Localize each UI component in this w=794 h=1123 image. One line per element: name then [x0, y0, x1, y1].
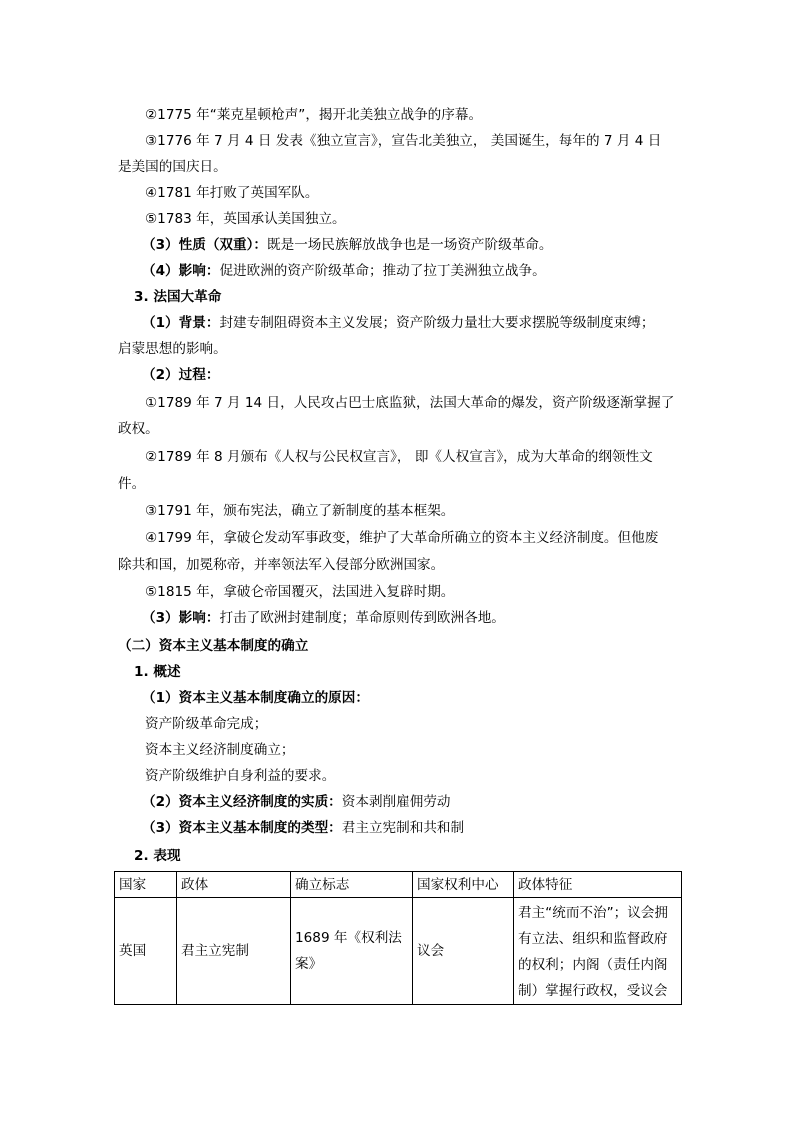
symbol-line: 1689 年《权利法	[295, 930, 402, 946]
feature-line: 制）掌握行政权，受议会	[518, 983, 668, 999]
text-label: （4）影响：	[142, 263, 220, 279]
table-cell-regime: 君主立宪制	[177, 898, 291, 1005]
section-heading: 1. 概述	[134, 664, 181, 680]
text-line: ⑤1783 年，英国承认美国独立。	[145, 211, 346, 227]
table-header-cell: 政体	[177, 872, 291, 898]
text-body: 君主立宪制和共和制	[341, 820, 465, 836]
text-line: （1）资本主义基本制度确立的原因：	[142, 690, 369, 706]
feature-line: 有立法、组织和监督政府	[518, 931, 668, 947]
text-label: （2）资本主义经济制度的实质：	[142, 794, 342, 810]
text-line: 资产阶级维护自身利益的要求。	[145, 768, 336, 784]
feature-line: 君主“统而不治”；议会拥	[518, 905, 669, 921]
text-label: （3）影响：	[142, 610, 220, 626]
text-label: （1）背景：	[142, 315, 220, 331]
text-line: ④1781 年打败了英国军队。	[145, 185, 319, 201]
table-header-cell: 确立标志	[291, 872, 413, 898]
text-line: ①1789 年 7 月 14 日，人民攻占巴士底监狱，法国大革命的爆发，资产阶级逐渐掌握了	[145, 395, 675, 411]
text-body: 打击了欧洲封建制度；革命原则传到欧洲各地。	[219, 610, 505, 626]
text-line: ②1775 年“莱克星顿枪声”，揭开北美独立战争的序幕。	[145, 107, 483, 123]
table-cell-symbol	[291, 898, 413, 1005]
text-line: 是美国的国庆日。	[118, 159, 227, 175]
symbol-line: 案》	[295, 956, 323, 972]
text-line	[142, 235, 552, 255]
text-label: （3）性质（双重）：	[142, 237, 268, 253]
section-heading: （二）资本主义基本制度的确立	[118, 638, 309, 654]
text-body: 促进欧洲的资产阶级革命；推动了拉丁美洲独立战争。	[219, 263, 546, 279]
table-header-row	[115, 872, 682, 898]
text-line: ⑤1815 年，拿破仑帝国覆灭，法国进入复辟时期。	[145, 584, 455, 600]
text-line: ④1799 年，拿破仑发动军事政变，维护了大革命所确立的资本主义经济制度。但他废	[145, 530, 659, 546]
text-line: ②1789 年 8 月颁布《人权与公民权宣言》， 即《人权宣言》，成为大革命的纲领性文	[145, 449, 653, 465]
table-header-cell: 国家	[115, 872, 177, 898]
text-line: 除共和国，加冕称帝，并率领法军入侵部分欧洲国家。	[118, 557, 445, 573]
text-body: 资本剥削雇佣劳动	[341, 794, 451, 810]
text-line: 启蒙思想的影响。	[118, 341, 227, 357]
text-line	[142, 313, 654, 333]
table-header-cell: 国家权利中心	[413, 872, 514, 898]
text-body: 封建专制阻碍资本主义发展；资产阶级力量壮大要求摆脱等级制度束缚；	[219, 315, 655, 331]
text-body: 既是一场民族解放战争也是一场资产阶级革命。	[267, 237, 553, 253]
text-line	[142, 818, 464, 838]
text-line: ③1791 年，颁布宪法，确立了新制度的基本框架。	[145, 503, 455, 519]
section-heading: 3. 法国大革命	[134, 289, 222, 305]
text-line	[142, 792, 451, 812]
feature-line: 的权利；内阁（责任内阁	[518, 957, 668, 973]
text-line: 政权。	[118, 421, 159, 437]
table-cell-features	[514, 898, 682, 1005]
text-line	[142, 261, 546, 281]
section-heading: 2. 表现	[134, 848, 181, 864]
table-header-cell: 政体特征	[514, 872, 682, 898]
table-cell-country: 英国	[115, 898, 177, 1005]
text-line: 资本主义经济制度确立；	[145, 742, 295, 758]
text-line: 资产阶级革命完成；	[145, 716, 268, 732]
text-line	[142, 608, 505, 628]
table-row	[115, 898, 682, 1005]
text-line: ③1776 年 7 月 4 日 发表《独立宣言》，宣告北美独立， 美国诞生，每年的 7 月 4 日	[145, 133, 662, 149]
polity-table	[114, 871, 682, 1005]
text-line: 件。	[118, 476, 146, 492]
text-line: （2）过程：	[142, 367, 220, 383]
text-label: （3）资本主义基本制度的类型：	[142, 820, 342, 836]
table-cell-center: 议会	[413, 898, 514, 1005]
